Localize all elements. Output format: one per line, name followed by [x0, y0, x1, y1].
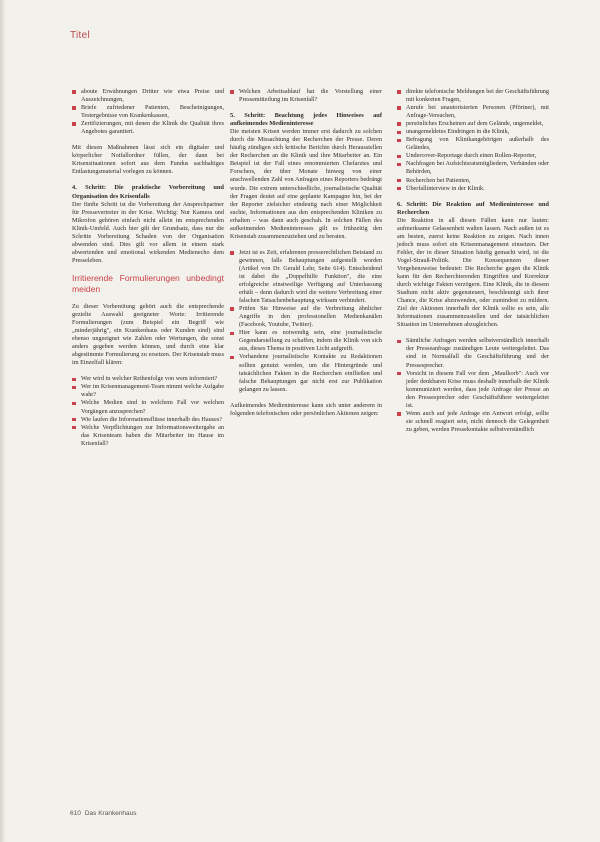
step-heading: 5. Schritt: Beachtung jedes Hinweises auf aufkeimendes Medieninteresse	[230, 112, 382, 128]
list-item: Welche Medien sind in welchem Fall vor welchen Vorgängen anzusprechen?	[72, 399, 224, 415]
list-item: Sämtliche Anfragen werden selbstverständlich innerhalb der Presseanfrage zuständigen Leute weitergeleitet. Das sind in Normalfall die Geschäftsführung und der Pressesprecher.	[397, 337, 549, 369]
list-item: Recherchen bei Patienten,	[397, 177, 549, 185]
page-footer	[70, 810, 137, 817]
paragraph: Der fünfte Schritt ist die Vorbereitung der Ansprechpartner für Pressevertreter in der Krise. Wichtig: Nur Kamera und Mikrofon gehören einfach nicht allein im entsprechenden Klinik-Umfeld. Auch hier gilt der Grundsatz, dass nur die Schritte Vorbereitung Schaden von der Organisation abwenden sind. Dies gilt vor allem in einem stark abwertenden und emotional wirkenden Medienecho dem Presseleben.	[72, 200, 224, 264]
paragraph: Mit diesen Maßnahmen lässt sich ein digitaler und körperlicher Notfallordner füllen, der dann bei Krisensituationen sofort aus dem Fundus sachhaltiges Entlastungsmaterial vorlegen zu können.	[72, 144, 224, 176]
step-heading: 6. Schritt: Die Reaktion auf Medieninteresse und Recherchen	[397, 200, 549, 216]
bullet-list	[72, 88, 224, 136]
list-item: Befragung von Klinikangehörigen außerhalb des Geländes,	[397, 136, 549, 152]
list-item: Vorhandene journalistische Kontakte zu Redaktionen sollten genutzt werden, um die Hintergründe und tatsächlichen Fakten in die Recherchen einfließen und falsche Behauptungen gar nicht erst zur Publikation gelangen zu lassen.	[230, 353, 382, 393]
list-item: Vorsicht in diesem Fall vor dem „Maulkorb": Auch vor jeder denkbaren Krise muss deshalb innerhalb der Klinik kommuniziert werden, dass jede Anfrage der Presse an den Pressesprecher oder Geschäftsführer weitergeleitet ist.	[397, 370, 549, 410]
list-item: unangemeldetes Eindringen in die Klinik,	[397, 128, 549, 136]
list-item: Wer wird in welcher Reihenfolge von wem informiert?	[72, 375, 224, 383]
subheading: Irritierende Formulierungen unbedingt meiden	[72, 272, 224, 294]
list-item: Wie laufen die Informationsflüsse innerhalb des Hauses?	[72, 416, 224, 424]
list-item: Anrufe bei unautorisierten Personen (Pförtner), mit Anfrage-Versuchen,	[397, 104, 549, 120]
list-item: Undercover-Reportage durch einen Rollen-Reporter,	[397, 152, 549, 160]
column-1	[72, 88, 224, 456]
bullet-list	[72, 375, 224, 447]
list-item: persönliches Erscheinen auf dem Gelände, ungemeldet,	[397, 120, 549, 128]
journal-name: Das Krankenhaus	[84, 810, 137, 817]
list-item: Briefe zufriedener Patienten, Bescheinigungen, Testergebnisse von Krankenkassen,	[72, 104, 224, 120]
list-item: Zertifizierungen, mit denen die Klinik die Qualität ihres Angebotes garantiert.	[72, 120, 224, 136]
list-item: Überfallinterview in der Klinik.	[397, 185, 549, 193]
bullet-list	[230, 88, 382, 104]
paragraph: Die meisten Krisen werden immer erst dadurch zu solchen durch die Missachtung der Recherchen der Presse. Deren häufig zündigen sich kritische Berichte durch Herausstellen der Recherchen an die Klinik und ihre Mitarbeiter an. Ein Beispiel ist der Fall eines renommierten Chefarztes und Forschers, der über Monate hinweg von einer anschwellenden Zahl von Anfragen eines Reporters bedrängt wurde. Die extrem unterschiedliche, journalistische Qualität der Fragen deutet auf eine geplante Kampagne hin, bei der der Reporter zielsicher eindeutig nach einer Möglichkeit suchte, Informationen aus den entsprechenden Kliniken zu erhalten – was dann auch geschah. In solchen Fällen des aufkeimenden Medieninteresses gilt es frühzeitig den Krisenstab zusammenzuziehen und zu beraten.	[230, 128, 382, 240]
column-2	[230, 88, 382, 426]
bullet-list	[397, 337, 549, 434]
paragraph: Aufkeimendes Medieninteresse kann sich unter anderem in folgenden telefonischen oder persönlichen Aktionen zeigen:	[230, 401, 382, 417]
paragraph: Die Reaktion in all diesen Fällen kann nur lauten: aufmerksame Gelassenheit walten lassen. Nach außen ist es am besten, zuerst keine Reaktion zu zeigen. Nach innen jedoch muss sofort ein Krisenmanagement einsetzen. Der Fehler, der in dieser Situation häufig gemacht wird, ist die Vogel-Strauß-Politik. Die Konsequenzen dieser Vorgehensweise bedeutet: Die Recherche gegen die Klinik kann für den Recherchierenden Eingriffen und Korrektur durch wichtige Fakten verzögern. Eine Klinik, die in diesem Stadium nicht aktiv gegensteuert, beschleunigt sich ihrer Chance, die Krise abzuwenden, oder zumindest zu mildern. Ziel der Aktionen innerhalb der Klinik sollte es sein, alle Informationen zusammenzustellen und der tatsächlichen Situation im Unternehmen abzugleichen.	[397, 216, 549, 329]
page-gutter-shadow	[0, 0, 6, 842]
list-item: Wer im Krisenmanagement-Team nimmt welche Aufgabe wahr?	[72, 383, 224, 399]
list-item: Wenn auch auf jede Anfrage ein Antwort erfolgt, sollte sie schnell reagiert sein, nicht dennoch die Gelegenheit zu geben, werden Pressekontakte selbstverständlich	[397, 410, 549, 434]
paragraph: Zu dieser Vorbereitung gehört auch die entsprechende gezielte Auswahl geeigneter Worte: Irritierende Formulierungen (zum Beispiel ein Begriff wie „minderjährig", ein Krankenhaus oder Kunden sind) sind ebenso ungeeignet wie Zahlen oder Wertungen, die sonst anders gegeben werden können, und durch eine klar abgestimmte Formulierung zu ersetzen. Der Krisenstab muss im Einzelfall klären:	[72, 302, 224, 367]
bullet-list	[230, 249, 382, 394]
list-item: Welche Verpflichtungen zur Informationsweitergabe an das Krisenteam haben die Mitarbeiter im Hause im Krisenfall?	[72, 424, 224, 448]
list-item: direkte telefonische Meldungen bei der Geschäftsführung mit konkreten Fragen,	[397, 88, 549, 104]
list-item: Jetzt ist es Zeit, erfahrenen presserechtlichen Beistand zu gewinnen, falls Behauptungen aufgestellt worden (Artikel von Dr. Gerald Lehr, Seite 614). Entscheidend ist dabei die „Doppelhilfe Funktion", die eine erfolgreiche einstweilige Verfügung auf Unterlassung erhält – denn dadurch wird die weitere Verbreitung einer falschen Tatsachenbehauptung wirksam verhindert.	[230, 249, 382, 305]
list-item: aboute Erwähnungen Dritter wie etwa Preise und Auszeichnungen,	[72, 88, 224, 104]
list-item: Prüfen Sie Hinweise auf die Verbreitung ähnlicher Angriffe in den professionellen Medienkanälen (Facebook, Youtube, Twitter).	[230, 305, 382, 329]
page-number: 610	[70, 810, 81, 817]
running-head: Titel	[70, 30, 91, 41]
step-heading: 4. Schritt: Die praktische Vorbereitung und Organisation des Krisenfalls	[72, 184, 224, 200]
list-item: Nachfragen bei Aufsichtsratsmitgliedern, Verbänden oder Behörden,	[397, 160, 549, 176]
list-item: Welchen Arbeitsablauf hat die Vorstellung einer Pressemitteilung im Krisenfall?	[230, 88, 382, 104]
column-3	[397, 88, 549, 442]
list-item: Hier kann es notwendig sein, eine journalistische Gegendarstellung zu schaffen, indem die Klinik von sich aus, dieses Thema in positiven Licht aufgreift.	[230, 329, 382, 353]
bullet-list	[397, 88, 549, 193]
